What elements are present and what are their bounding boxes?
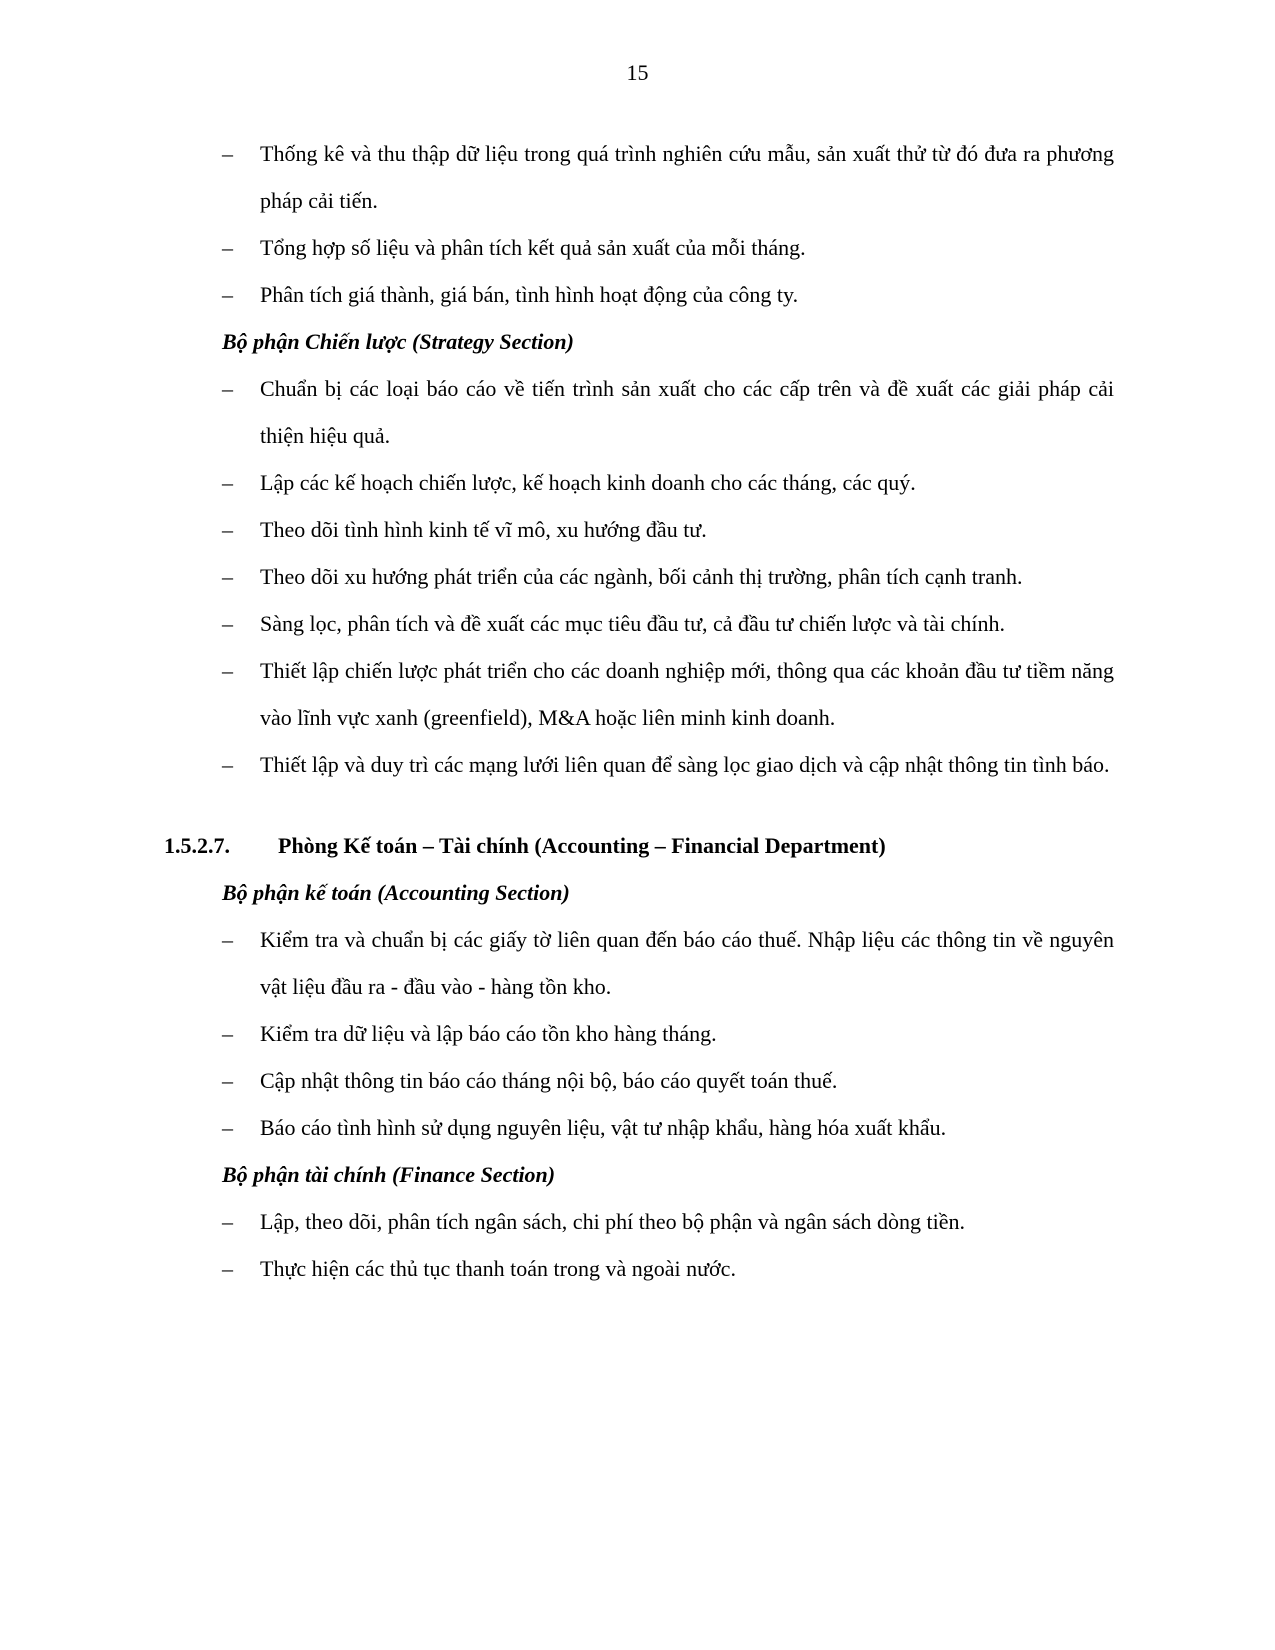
list-item-text: Thiết lập chiến lược phát triển cho các doanh nghiệp mới, thông qua các khoản đầu tư tiềm năng vào lĩnh vực xanh (greenfield), M&A hoặc liên minh kinh doanh. bbox=[260, 658, 1114, 730]
list-item-text: Kiểm tra và chuẩn bị các giấy tờ liên quan đến báo cáo thuế. Nhập liệu các thông tin về nguyên vật liệu đầu ra - đầu vào - hàng tồn kho. bbox=[260, 927, 1114, 999]
list-item-text: Thống kê và thu thập dữ liệu trong quá trình nghiên cứu mẫu, sản xuất thử từ đó đưa ra phương pháp cải tiến. bbox=[260, 141, 1114, 213]
list-item-text: Sàng lọc, phân tích và đề xuất các mục tiêu đầu tư, cả đầu tư chiến lược và tài chính. bbox=[260, 611, 1006, 636]
section-heading-accounting-financial bbox=[164, 822, 1114, 869]
list-item-text: Lập các kế hoạch chiến lược, kế hoạch kinh doanh cho các tháng, các quý. bbox=[260, 470, 916, 495]
list-item bbox=[222, 506, 1114, 553]
list-item bbox=[222, 1104, 1114, 1151]
list-item-text: Theo dõi xu hướng phát triển của các ngành, bối cảnh thị trường, phân tích cạnh tranh. bbox=[260, 564, 1023, 589]
list-item bbox=[222, 271, 1114, 318]
section-title: Phòng Kế toán – Tài chính (Accounting – Financial Department) bbox=[278, 833, 886, 858]
bullet-dash: – bbox=[222, 141, 233, 166]
bullet-dash: – bbox=[222, 1115, 233, 1140]
bullet-dash: – bbox=[222, 282, 233, 307]
bullet-dash: – bbox=[222, 235, 233, 260]
list-item bbox=[222, 224, 1114, 271]
list-item bbox=[222, 1010, 1114, 1057]
page-number: 15 bbox=[626, 60, 649, 85]
list-item bbox=[222, 600, 1114, 647]
list-item-text: Thiết lập và duy trì các mạng lưới liên quan để sàng lọc giao dịch và cập nhật thông tin tình báo. bbox=[260, 752, 1110, 777]
bullet-dash: – bbox=[222, 517, 233, 542]
list-item bbox=[222, 130, 1114, 224]
list-item-text: Theo dõi tình hình kinh tế vĩ mô, xu hướng đầu tư. bbox=[260, 517, 707, 542]
bullet-dash: – bbox=[222, 1068, 233, 1093]
bullet-dash: – bbox=[222, 470, 233, 495]
list-item-text: Cập nhật thông tin báo cáo tháng nội bộ, báo cáo quyết toán thuế. bbox=[260, 1068, 838, 1093]
list-item bbox=[222, 1198, 1114, 1245]
list-item bbox=[222, 647, 1114, 741]
section-subheading-finance: Bộ phận tài chính (Finance Section) bbox=[222, 1162, 556, 1187]
bullet-dash: – bbox=[222, 1021, 233, 1046]
list-item bbox=[222, 741, 1114, 788]
list-item-text: Phân tích giá thành, giá bán, tình hình hoạt động của công ty. bbox=[260, 282, 799, 307]
list-item bbox=[222, 365, 1114, 459]
bullet-dash: – bbox=[222, 752, 233, 777]
list-item bbox=[222, 459, 1114, 506]
bullet-dash: – bbox=[222, 1256, 233, 1281]
section-subheading-strategy: Bộ phận Chiến lược (Strategy Section) bbox=[222, 329, 574, 354]
list-item-text: Chuẩn bị các loại báo cáo về tiến trình sản xuất cho các cấp trên và đề xuất các giải pháp cải thiện hiệu quả. bbox=[260, 376, 1114, 448]
list-item-text: Kiểm tra dữ liệu và lập báo cáo tồn kho hàng tháng. bbox=[260, 1021, 717, 1046]
bullet-dash: – bbox=[222, 376, 233, 401]
bullet-dash: – bbox=[222, 658, 233, 683]
list-item-text: Báo cáo tình hình sử dụng nguyên liệu, vật tư nhập khẩu, hàng hóa xuất khẩu. bbox=[260, 1115, 947, 1140]
bullet-dash: – bbox=[222, 564, 233, 589]
document-content bbox=[164, 130, 1114, 1292]
list-item bbox=[222, 553, 1114, 600]
bullet-dash: – bbox=[222, 611, 233, 636]
list-item-text: Lập, theo dõi, phân tích ngân sách, chi phí theo bộ phận và ngân sách dòng tiền. bbox=[260, 1209, 966, 1234]
section-subheading-accounting: Bộ phận kế toán (Accounting Section) bbox=[222, 880, 570, 905]
list-item bbox=[222, 1057, 1114, 1104]
section-number: 1.5.2.7. bbox=[164, 833, 230, 858]
bullet-dash: – bbox=[222, 1209, 233, 1234]
bullet-dash: – bbox=[222, 927, 233, 952]
list-item bbox=[222, 1245, 1114, 1292]
list-item bbox=[222, 916, 1114, 1010]
list-item-text: Thực hiện các thủ tục thanh toán trong và ngoài nước. bbox=[260, 1256, 736, 1281]
list-item-text: Tổng hợp số liệu và phân tích kết quả sản xuất của mỗi tháng. bbox=[260, 235, 806, 260]
